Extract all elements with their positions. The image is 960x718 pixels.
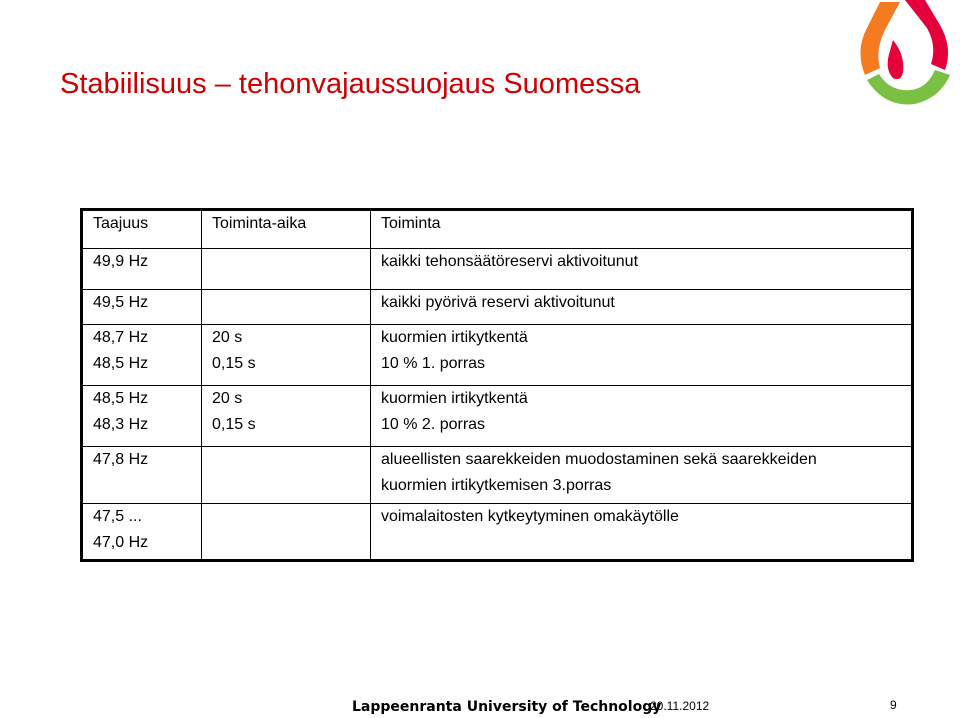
- action-text: alueellisten saarekkeiden muodostaminen sekä saarekkeiden: [381, 451, 817, 468]
- time-value: 0,15 s: [212, 355, 256, 372]
- table-row: [82, 447, 913, 504]
- time-value: 20 s: [212, 329, 243, 346]
- time-cell: [202, 325, 371, 386]
- freq-cell: [82, 447, 202, 504]
- table-row: [82, 290, 913, 325]
- action-text: kaikki tehonsäätöreservi aktivoitunut: [381, 253, 639, 270]
- freq-cell: [82, 249, 202, 290]
- action-text: 10 % 1. porras: [381, 355, 486, 372]
- freq-value: 49,5 Hz: [93, 294, 149, 311]
- header-toiminta: Toiminta: [371, 210, 913, 249]
- time-cell: [202, 504, 371, 561]
- freq-value: 48,3 Hz: [93, 416, 149, 433]
- action-cell: [371, 504, 913, 561]
- header-toiminta-aika: Toiminta-aika: [202, 210, 371, 249]
- action-text: kaikki pyörivä reservi aktivoitunut: [381, 294, 615, 311]
- frequency-protection-table: [80, 208, 914, 562]
- freq-cell: [82, 325, 202, 386]
- freq-cell: [82, 290, 202, 325]
- time-value: 0,15 s: [212, 416, 256, 433]
- footer-institution: Lappeenranta University of Technology: [352, 699, 662, 715]
- action-text: voimalaitosten kytkeytyminen omakäytölle: [381, 508, 679, 525]
- time-cell: [202, 447, 371, 504]
- freq-value: 48,5 Hz: [93, 355, 149, 372]
- action-cell: [371, 325, 913, 386]
- lut-logo: [845, 0, 960, 110]
- action-cell: [371, 386, 913, 447]
- action-text: 10 % 2. porras: [381, 416, 486, 433]
- time-cell: [202, 249, 371, 290]
- table-header-row: [82, 210, 913, 249]
- freq-value: 47,0 Hz: [93, 534, 149, 551]
- action-text: kuormien irtikytkemisen 3.porras: [381, 477, 612, 494]
- action-cell: [371, 447, 913, 504]
- footer-date: 20.11.2012: [650, 699, 710, 713]
- freq-value: 48,7 Hz: [93, 329, 149, 346]
- slide-title: Stabiilisuus – tehonvajaussuojaus Suomessa: [60, 68, 641, 100]
- page-number: 9: [890, 698, 897, 712]
- freq-cell: [82, 504, 202, 561]
- freq-value: 49,9 Hz: [93, 253, 149, 270]
- table-row: [82, 504, 913, 561]
- action-text: kuormien irtikytkentä: [381, 329, 528, 346]
- header-taajuus: Taajuus: [82, 210, 202, 249]
- freq-cell: [82, 386, 202, 447]
- table-row: [82, 249, 913, 290]
- action-text: kuormien irtikytkentä: [381, 390, 528, 407]
- action-cell: [371, 290, 913, 325]
- table-row: [82, 386, 913, 447]
- action-cell: [371, 249, 913, 290]
- time-cell: [202, 386, 371, 447]
- freq-value: 47,5 ...: [93, 508, 142, 525]
- time-cell: [202, 290, 371, 325]
- freq-value: 48,5 Hz: [93, 390, 149, 407]
- freq-value: 47,8 Hz: [93, 451, 149, 468]
- slide-footer: [0, 696, 960, 718]
- time-value: 20 s: [212, 390, 243, 407]
- table-row: [82, 325, 913, 386]
